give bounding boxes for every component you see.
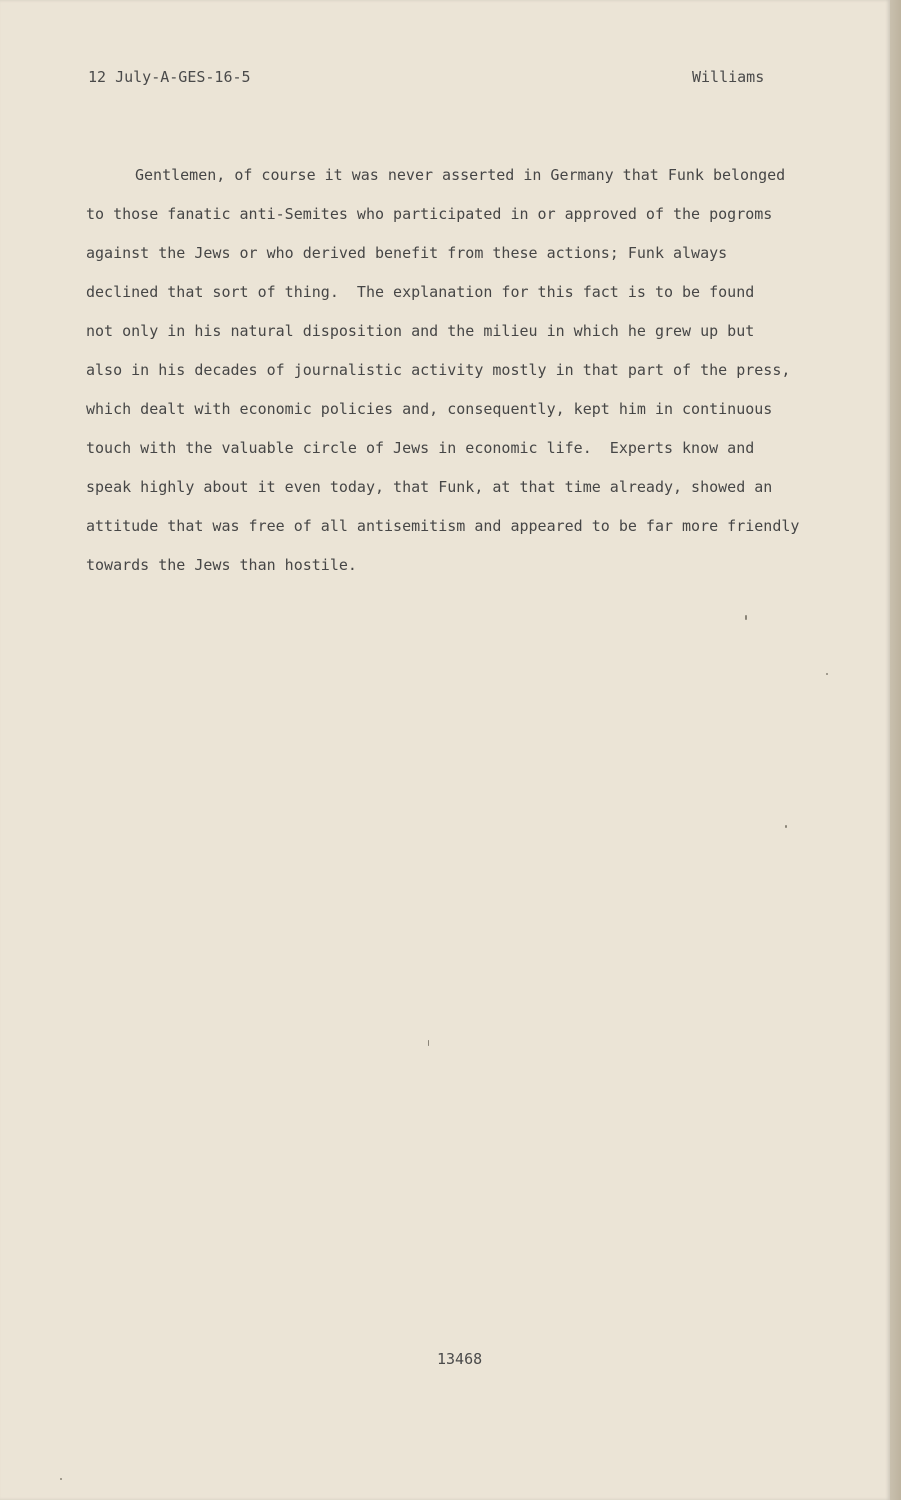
paper-speck — [785, 825, 787, 828]
page-edge — [890, 0, 901, 1500]
paper-speck — [428, 1040, 429, 1046]
body-line: attitude that was free of all antisemitism and appeared to be far more friendly — [86, 517, 800, 535]
body-line: speak highly about it even today, that Funk, at that time already, showed an — [86, 478, 773, 496]
body-line: which dealt with economic policies and, consequently, kept him in continuous — [86, 400, 773, 418]
paper-speck — [60, 1478, 62, 1480]
transcript-body — [86, 164, 856, 593]
body-line: touch with the valuable circle of Jews in economic life. Experts know and — [86, 439, 755, 457]
paper-speck — [826, 673, 828, 675]
body-line: also in his decades of journalistic activity mostly in that part of the press, — [86, 361, 791, 379]
body-line: to those fanatic anti-Semites who participated in or approved of the pogroms — [86, 205, 773, 223]
body-line: towards the Jews than hostile. — [86, 556, 357, 574]
body-line: Gentlemen, of course it was never asserted in Germany that Funk belonged — [135, 166, 786, 184]
body-line: declined that sort of thing. The explanation for this fact is to be found — [86, 283, 755, 301]
body-line: not only in his natural disposition and the milieu in which he grew up but — [86, 322, 755, 340]
body-line: against the Jews or who derived benefit from these actions; Funk always — [86, 244, 728, 262]
paper-speck — [745, 615, 747, 620]
page-number: 13468 — [437, 1350, 483, 1368]
speaker-name: Williams — [692, 68, 765, 86]
document-reference: 12 July-A-GES-16-5 — [88, 68, 251, 86]
